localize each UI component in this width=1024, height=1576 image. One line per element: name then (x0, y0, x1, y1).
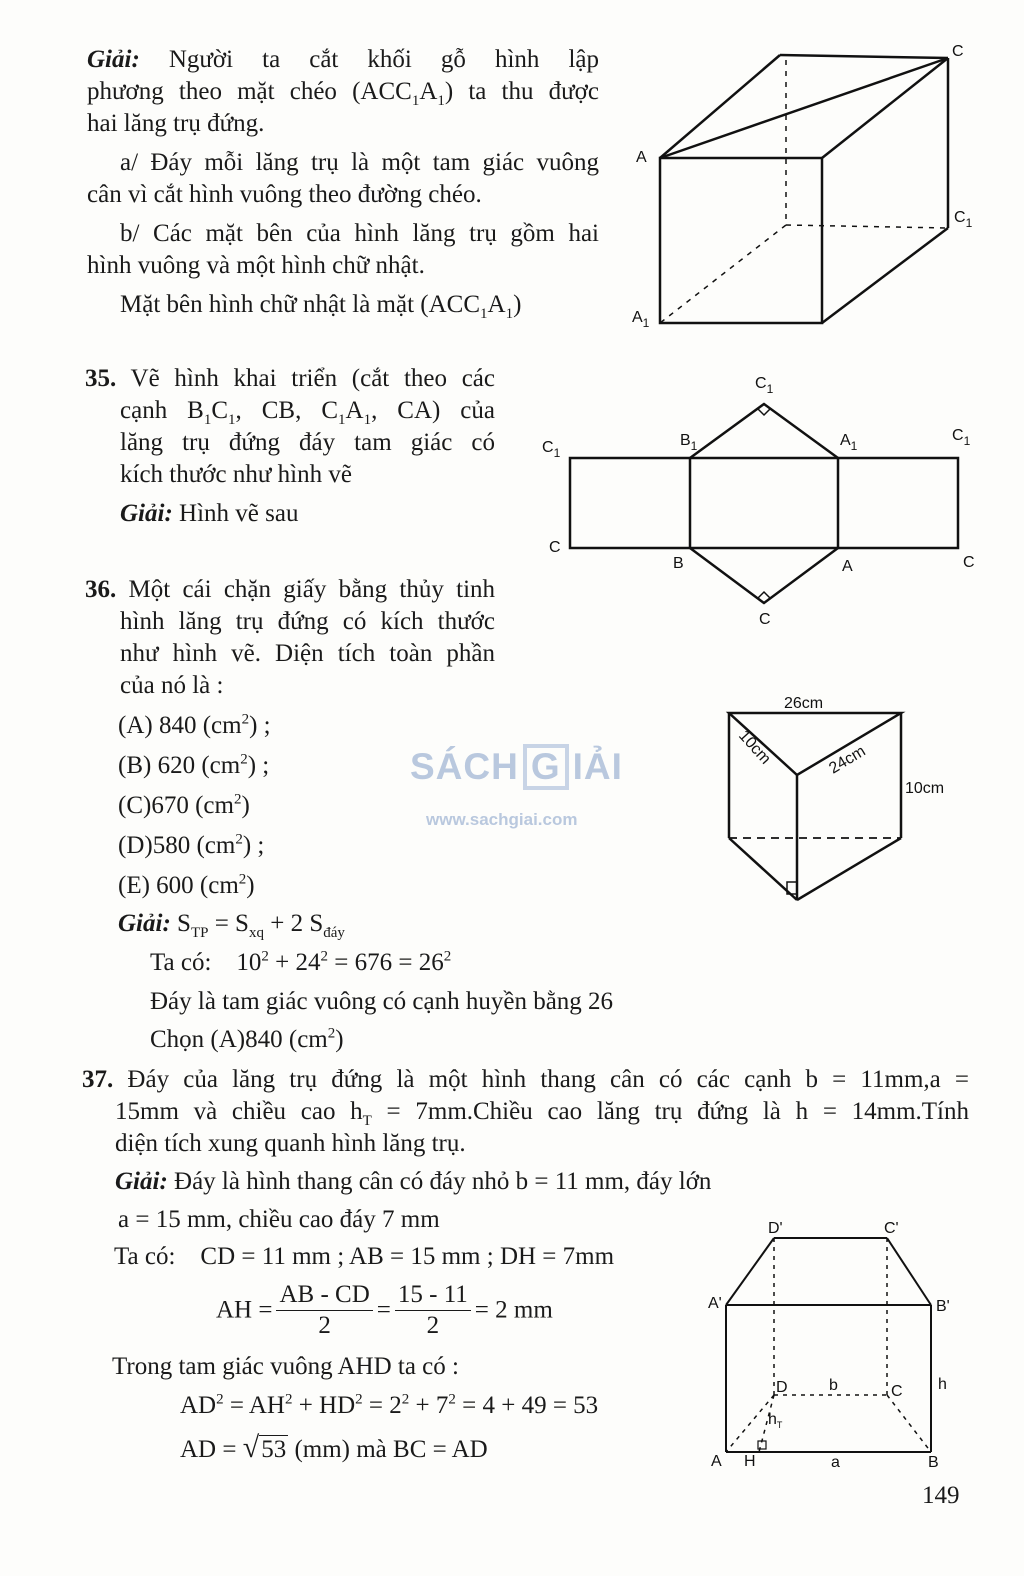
cube-hidden-left-edge (660, 225, 786, 323)
p35-line4: kích thước như hình vẽ (120, 461, 352, 488)
net-top-triangle (690, 404, 838, 458)
triangular-prism-figure (720, 690, 960, 905)
prism-label-10cm-height: 10cm (905, 780, 945, 797)
net-top-right-angle (758, 409, 770, 415)
trap-label-b1: B' (936, 1298, 950, 1315)
p35-line2: cạnh $B_1C_1$, CB, $C_1A_1$, CA) của (120, 397, 495, 428)
cube-label-c: C (952, 43, 964, 60)
p37-solution-line5: Trong tam giác vuông AHD ta có : (112, 1353, 459, 1380)
p36-answer: Chọn (A)840 $(cm^2)$ (150, 1025, 344, 1053)
prism-label-10cm-slant: 10cm (735, 727, 774, 768)
cube-bottom-right-edge (822, 228, 948, 323)
net-label-c-bottom: C (759, 611, 771, 628)
p36-formula: Giải: $S_{TP} = S_{xq} + 2$ $S_{đáy}$ (118, 910, 345, 941)
p36-line1: 36. Một cái chặn giấy bằng thủy tinh (85, 576, 496, 603)
p34-line2: phương theo mặt chéo $(ACC_1A_1)$ ta thu được (87, 78, 599, 109)
trap-label-a: A (711, 1453, 722, 1470)
net-label-c1-top: $C_1$ (755, 375, 774, 396)
cube-figure (625, 35, 985, 345)
watermark-url: www.sachgiai.com (426, 810, 578, 829)
cube-front-face (660, 158, 822, 323)
cube-label-a1: $A_1$ (632, 309, 650, 330)
cube-top-right-edge (822, 58, 948, 158)
p36-line4: của nó là : (120, 672, 224, 699)
net-bottom-triangle (690, 548, 838, 603)
trap-label-hpoint: H (744, 1453, 756, 1470)
net-label-c1-right: $C_1$ (952, 427, 971, 448)
p37-ah-equation: AH = $\frac{AB - CD}{2}$ = $\frac{15 - 11}{2}$ = 2 mm (216, 1281, 553, 1339)
net-label-a: A (842, 558, 853, 575)
p36-option-d: (D)580 $(cm^2)$ ; (118, 831, 265, 859)
p37-solution-line3: Ta có: CD = 11 mm ; AB = 15 mm ; DH = 7mm (114, 1243, 615, 1270)
p34-a-line2: cân vì cắt hình vuông theo đường chéo. (87, 181, 482, 208)
p36-option-a: (A) 840 $(cm^2)$ ; (118, 711, 271, 739)
prism-label-24cm: 24cm (826, 742, 869, 778)
cube-label-c1: $C_1$ (954, 209, 973, 230)
p37-solution-line2: a = 15 mm, chiều cao đáy 7 mm (118, 1206, 440, 1233)
p36-equation: Ta có: $10^2 + 24^2 = 676 = 26^2$ (150, 948, 452, 976)
net-label-c1-left: $C_1$ (542, 439, 561, 460)
p36-option-c: (C)670 $(cm^2)$ (118, 791, 250, 819)
cube-diagonal-ac (660, 58, 948, 158)
page-number: 149 (922, 1482, 960, 1509)
trap-label-ht: $h_T$ (768, 1411, 783, 1430)
p36-option-b: (B) 620 $(cm^2)$ ; (118, 751, 270, 779)
net-label-c-right: C (963, 554, 975, 571)
trap-label-a-base: a (831, 1454, 840, 1471)
trap-label-h: h (938, 1376, 947, 1393)
p37-ad-value: AD = √53 (mm) mà BC = AD (180, 1431, 488, 1464)
p34-c-line: Mặt bên hình chữ nhật là mặt $(ACC_1A_1)$ (120, 291, 522, 322)
cube-top-left-edge (660, 55, 780, 158)
trap-label-c1: C' (884, 1220, 899, 1237)
prism-net-figure (535, 365, 985, 630)
trap-top-right-edge (887, 1238, 931, 1305)
p34-a-line1: a/ Đáy mỗi lăng trụ là một tam giác vuông (120, 149, 599, 176)
trap-hidden-bc-edge (887, 1395, 931, 1452)
p37-solution-line1: Giải: Đáy là hình thang cân có đáy nhỏ b = 11 mm, đáy lớn (115, 1168, 712, 1195)
trap-label-bpoint: B (928, 1454, 939, 1471)
p34-line3: hai lăng trụ đứng. (87, 110, 265, 137)
prism-label-26cm: 26cm (784, 695, 824, 712)
p34-b-line2: hình vuông và một hình chữ nhật. (87, 252, 425, 279)
net-label-b: B (673, 555, 684, 572)
net-bottom-right-angle (758, 592, 770, 598)
p37-ad-squared: $AD^2 = AH^2 + HD^2 = 2^2 + 7^2 = 4 + 49 = 53$ (180, 1391, 599, 1419)
p35-line1: 35. Vẽ hình khai triển (cắt theo các (85, 365, 495, 392)
net-label-b1: $B_1$ (680, 432, 698, 453)
p37-line1: 37. Đáy của lăng trụ đứng là một hình thang cân có các cạnh b = 11mm,a = (82, 1066, 970, 1093)
trap-label-a1: A' (708, 1295, 722, 1312)
watermark-logo: SÁCH G IẢI (410, 744, 623, 790)
trap-label-b: b (829, 1377, 838, 1394)
cube-label-a: A (636, 149, 647, 166)
net-label-c-left: C (549, 539, 561, 556)
p36-line3: như hình vẽ. Diện tích toàn phần (120, 640, 495, 667)
trap-label-c: C (891, 1383, 903, 1400)
p34-b-line1: b/ Các mặt bên của hình lăng trụ gồm hai (120, 220, 599, 247)
p37-line2: 15mm và chiều cao $h_T$ = 7mm.Chiều cao lăng trụ đứng là h = 14mm.Tính (115, 1098, 969, 1129)
p34-line1: Giải: Người ta cắt khối gỗ hình lập (87, 46, 599, 73)
p35-line3: lăng trụ đứng đáy tam giác có (120, 429, 495, 456)
p36-hypotenuse-line: Đáy là tam giác vuông có cạnh huyền bằng 26 (150, 988, 614, 1015)
cube-hidden-back-edge (786, 225, 948, 228)
trap-label-d1: D' (768, 1220, 783, 1237)
net-rectangle (570, 458, 958, 548)
p36-line2: hình lăng trụ đứng có kích thước (120, 608, 495, 635)
p37-line3: diện tích xung quanh hình lăng trụ. (115, 1130, 466, 1157)
p36-option-e: (E) 600 $(cm^2)$ (118, 871, 255, 899)
cube-top-back-edge (780, 55, 948, 58)
trapezoid-prism-figure (700, 1215, 970, 1475)
p35-solution: Giải: Hình vẽ sau (120, 500, 299, 527)
trap-top-left-edge (726, 1238, 774, 1305)
trap-label-d: D (776, 1379, 788, 1396)
net-label-a1: $A_1$ (840, 432, 858, 453)
prism-bottom-right-edge (797, 838, 901, 900)
